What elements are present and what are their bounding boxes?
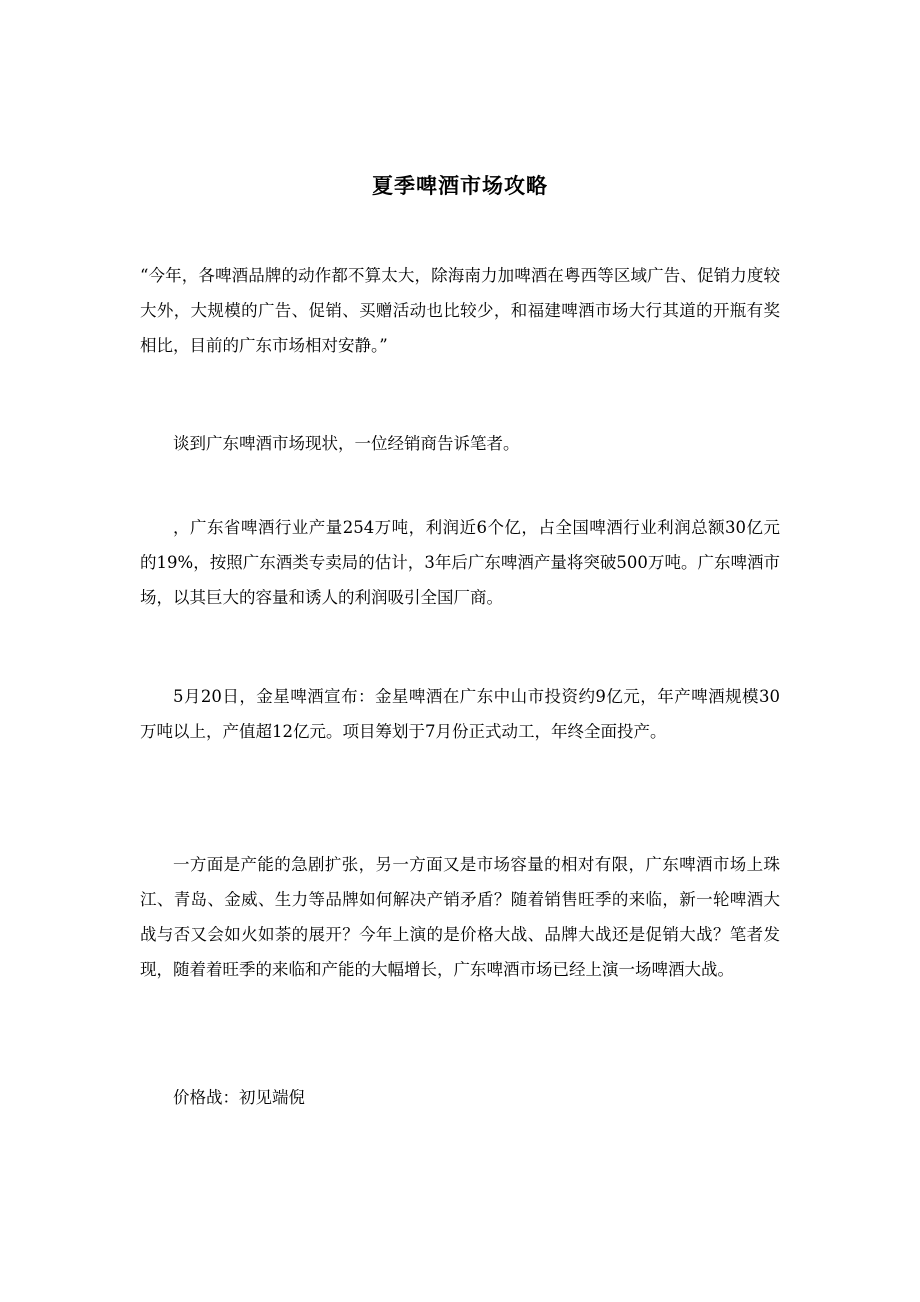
paragraph-market-conflict: 一方面是产能的急剧扩张，另一方面又是市场容量的相对有限，广东啤酒市场上珠江、青岛、金威、生力等品牌如何解决产销矛盾？随着销售旺季的来临，新一轮啤酒大战与否又会如火如荼的展开？今年上演的是价格大战、品牌大战还是促销大战？笔者发现，随着着旺季的来临和产能的大幅增长，广东啤酒市场已经上演一场啤酒大战。: [140, 855, 780, 979]
paragraph-production-stats: ，广东省啤酒行业产量254万吨，利润近6个亿，占全国啤酒行业利润总额30亿元的19%，按照广东酒类专卖局的估计，3年后广东啤酒产量将突破500万吨。广东啤酒市场，以其巨大的容量和诱人的利润吸引全国厂商。: [140, 518, 780, 607]
document-title: 夏季啤酒市场攻略: [372, 173, 548, 198]
section-heading-price-war: 价格战：初见端倪: [173, 1088, 305, 1107]
paragraph-dealer-intro: 谈到广东啤酒市场现状，一位经销商告诉笔者。: [173, 434, 520, 453]
paragraph-jinxing-investment: 5月20日，金星啤酒宣布：金星啤酒在广东中山市投资约9亿元，年产啤酒规模30万吨以上，产值超12亿元。项目筹划于7月份正式动工，年终全面投产。: [140, 687, 780, 741]
paragraph-quote: “今年，各啤酒品牌的动作都不算太大，除海南力加啤酒在粤西等区域广告、促销力度较大外，大规模的广告、促销、买赠活动也比较少，和福建啤酒市场大行其道的开瓶有奖相比，目前的广东市场相对安静。”: [140, 266, 780, 355]
